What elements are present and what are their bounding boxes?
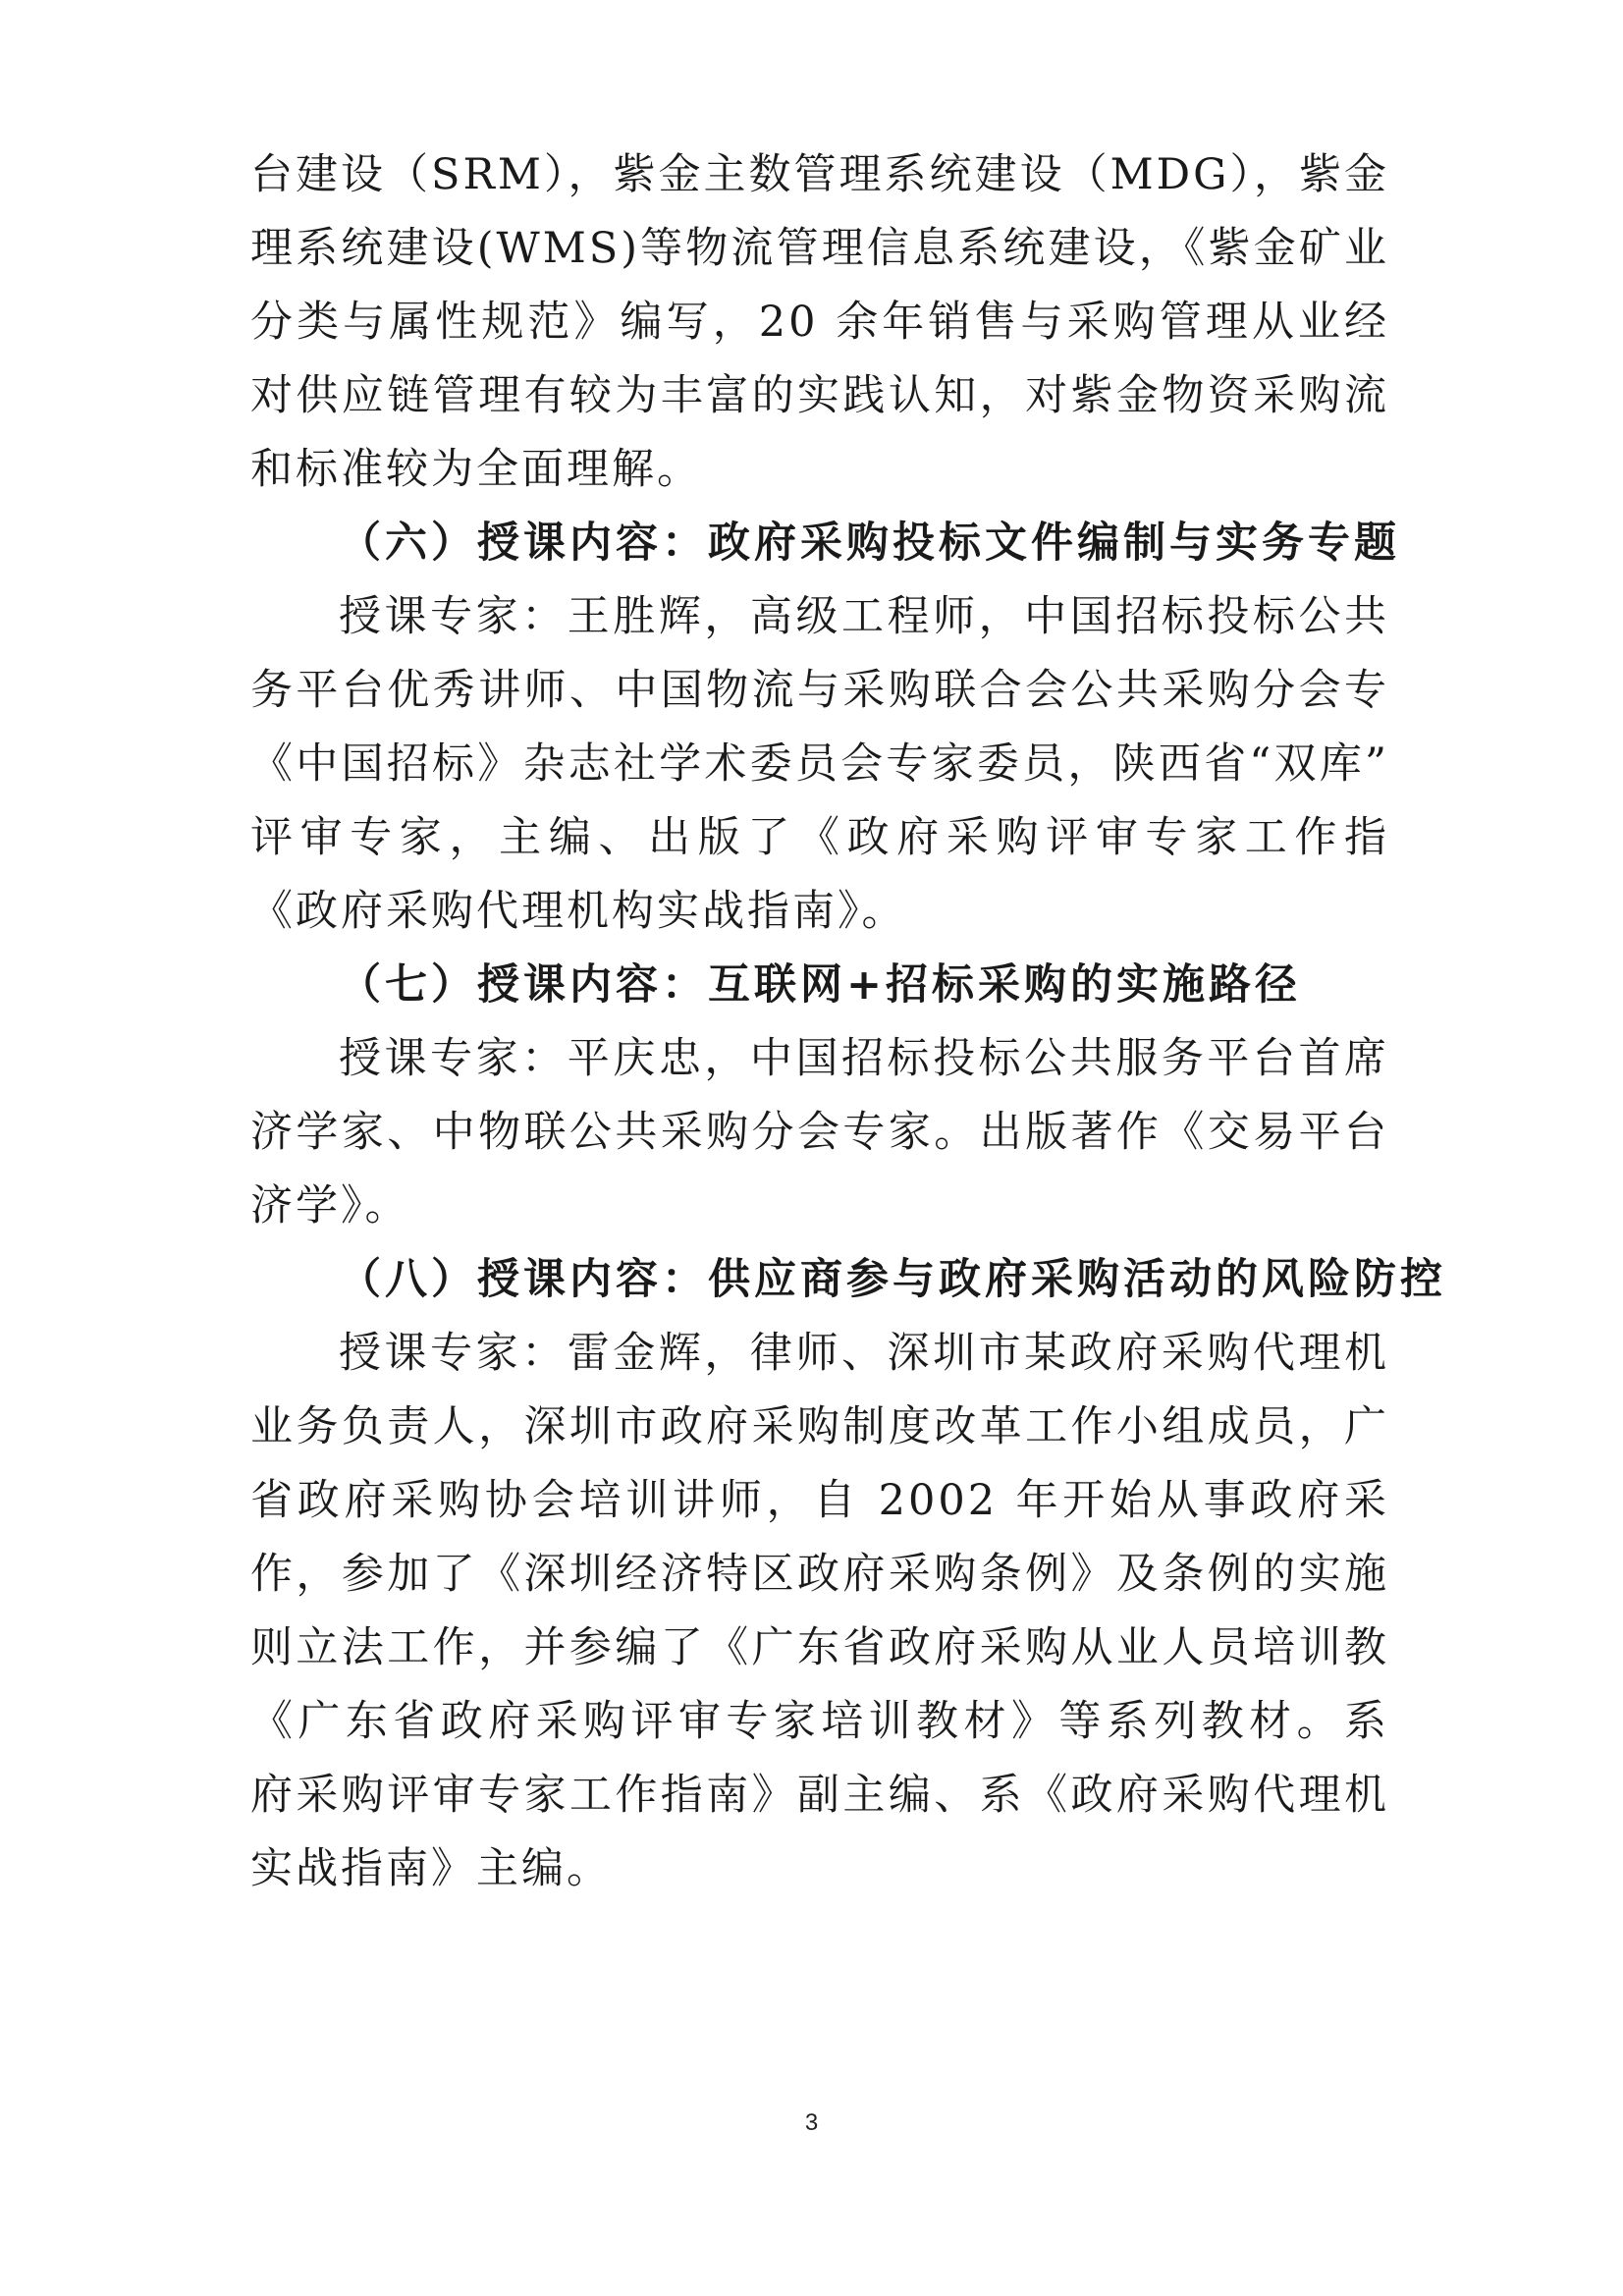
body-text-line: 作，参加了《深圳经济特区政府采购条例》及条例的实施 (250, 1550, 1389, 1599)
body-text-line: 则立法工作，并参编了《广东省政府采购从业人员培训教 (250, 1623, 1389, 1672)
body-text-line: 济学家、中物联公共采购分会专家。出版著作《交易平台 (250, 1108, 1389, 1157)
body-text-line: 授课专家：雷金辉，律师、深圳市某政府采购代理机 (339, 1329, 1389, 1378)
body-text-line: 理系统建设(WMS)等物流管理信息系统建设，《紫金矿业 (250, 224, 1389, 273)
body-text-line: 评审专家，主编、出版了《政府采购评审专家工作指 (250, 813, 1389, 862)
body-text-line: 务平台优秀讲师、中国物流与采购联合会公共采购分会专 (250, 666, 1389, 715)
body-text-line: 济学》。 (250, 1181, 410, 1230)
body-text-line: 授课专家：平庆忠，中国招标投标公共服务平台首席 (339, 1034, 1389, 1083)
section-heading-6: （六）授课内容：政府采购投标文件编制与实务专题 (339, 519, 1400, 568)
section-heading-7: （七）授课内容：互联网+招标采购的实施路径 (339, 960, 1302, 1010)
body-text-line: 业务负责人，深圳市政府采购制度改革工作小组成员，广 (250, 1402, 1389, 1451)
body-text-line: 台建设（SRM），紫金主数管理系统建设（MDG），紫金 (250, 150, 1389, 199)
section-heading-8: （八）授课内容：供应商参与政府采购活动的风险防控 (339, 1255, 1446, 1304)
body-text-line: 《广东省政府采购评审专家培训教材》等系列教材。系 (250, 1697, 1389, 1746)
page-number: 3 (804, 2109, 819, 2136)
body-text-line: 对供应链管理有较为丰富的实践认知，对紫金物资采购流 (250, 371, 1389, 420)
body-text-line: 省政府采购协会培训讲师，自 2002 年开始从事政府采 (250, 1476, 1389, 1525)
body-text-line: 府采购评审专家工作指南》副主编、系《政府采购代理机 (250, 1771, 1389, 1820)
body-text-line: 《政府采购代理机构实战指南》。 (250, 887, 907, 936)
body-text-line: 《中国招标》杂志社学术委员会专家委员，陕西省“双库” (250, 739, 1389, 789)
body-text-line: 和标准较为全面理解。 (250, 445, 702, 494)
body-text-line: 授课专家：王胜辉，高级工程师，中国招标投标公共 (339, 592, 1389, 641)
body-text-line: 实战指南》主编。 (250, 1844, 612, 1893)
body-text-line: 分类与属性规范》编写，20 余年销售与采购管理从业经 (250, 298, 1389, 347)
